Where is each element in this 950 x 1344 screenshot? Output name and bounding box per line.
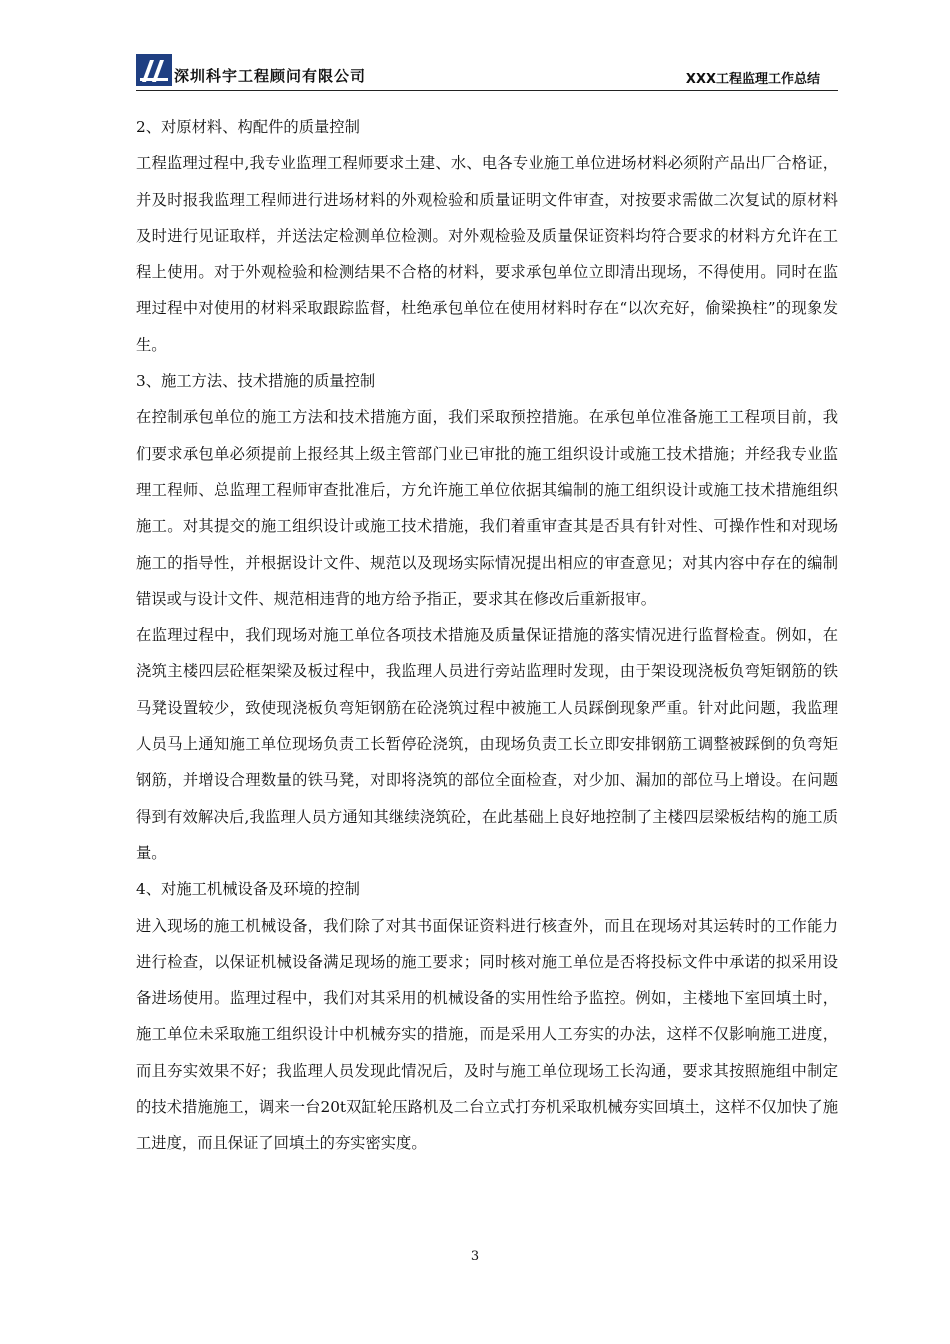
section-heading-equipment: 4、对施工机械设备及环境的控制 xyxy=(136,880,360,899)
document-title: XXX工程监理工作总结 xyxy=(685,72,820,87)
company-logo-icon xyxy=(136,54,172,86)
paragraph-equipment: 进入现场的施工机械设备，我们除了对其书面保证资料进行核查外，而且在现场对其运转时的工作能力进行检查，以保证机械设备满足现场的施工要求；同时核对施工单位是否将投标文件中承诺的拟采用设备进场使用。监理过程中，我们对其采用的机械设备的实用性给予监控。例如，主楼地下室回填土时，施工单位未采取施工组织设计中机械夯实的措施，而是采用人工夯实的办法，这样不仅影响施工进度，而且夯实效果不好；我监理人员发现此情况后，及时与施工单位现场工长沟通，要求其按照施组中制定的技术措施施工，调来一台20t双缸轮压路机及二台立式打夯机采取机械夯实回填土，这样不仅加快了施工进度，而且保证了回填土的夯实密实度。 xyxy=(136,916,838,1153)
section-heading-methods: 3、施工方法、技术措施的质量控制 xyxy=(136,372,376,391)
company-name: 深圳科宇工程顾问有限公司 xyxy=(174,67,367,85)
page-number: 3 xyxy=(470,1249,480,1264)
document-body xyxy=(136,109,838,1162)
paragraph-inspection: 在监理过程中，我们现场对施工单位各项技术措施及质量保证措施的落实情况进行监督检查。例如，在浇筑主楼四层砼框架梁及板过程中，我监理人员进行旁站监理时发现，由于架设现浇板负弯矩钢筋的铁马凳设置较少，致使现浇板负弯矩钢筋在砼浇筑过程中被施工人员踩倒现象严重。针对此问题，我监理人员马上通知施工单位现场负责工长暂停砼浇筑，由现场负责工长立即安排钢筋工调整被踩倒的负弯矩钢筋，并增设合理数量的铁马凳，对即将浇筑的部位全面检查，对少加、漏加的部位马上增设。在问题得到有效解决后,我监理人员方通知其继续浇筑砼，在此基础上良好地控制了主楼四层梁板结构的施工质量。 xyxy=(136,626,838,862)
page-header xyxy=(136,50,838,91)
section-heading-materials: 2、对原材料、构配件的质量控制 xyxy=(136,118,360,136)
paragraph-materials: 工程监理过程中,我专业监理工程师要求土建、水、电各专业施工单位进场材料必须附产品出厂合格证，并及时报我监理工程师进行进场材料的外观检验和质量证明文件审查，对按要求需做二次复试的原材料及时进行见证取样，并送法定检测单位检测。对外观检验及质量保证资料均符合要求的材料方允许在工程上使用。对于外观检验和检测结果不合格的材料，要求承包单位立即清出现场，不得使用。同时在监理过程中对使用的材料采取跟踪监督，杜绝承包单位在使用材料时存在“以次充好，偷梁换柱”的现象发生。 xyxy=(136,154,838,354)
paragraph-methods: 在控制承包单位的施工方法和技术措施方面，我们采取预控措施。在承包单位准备施工工程项目前，我们要求承包单必须提前上报经其上级主管部门业已审批的施工组织设计或施工技术措施；并经我专业监理工程师、总监理工程师审查批准后，方允许施工单位依据其编制的施工组织设计或施工技术措施组织施工。对其提交的施工组织设计或施工技术措施，我们着重审查其是否具有针对性、可操作性和对现场施工的指导性，并根据设计文件、规范以及现场实际情况提出相应的审查意见；对其内容中存在的编制错误或与设计文件、规范相违背的地方给予指正，要求其在修改后重新报审。 xyxy=(136,408,838,608)
